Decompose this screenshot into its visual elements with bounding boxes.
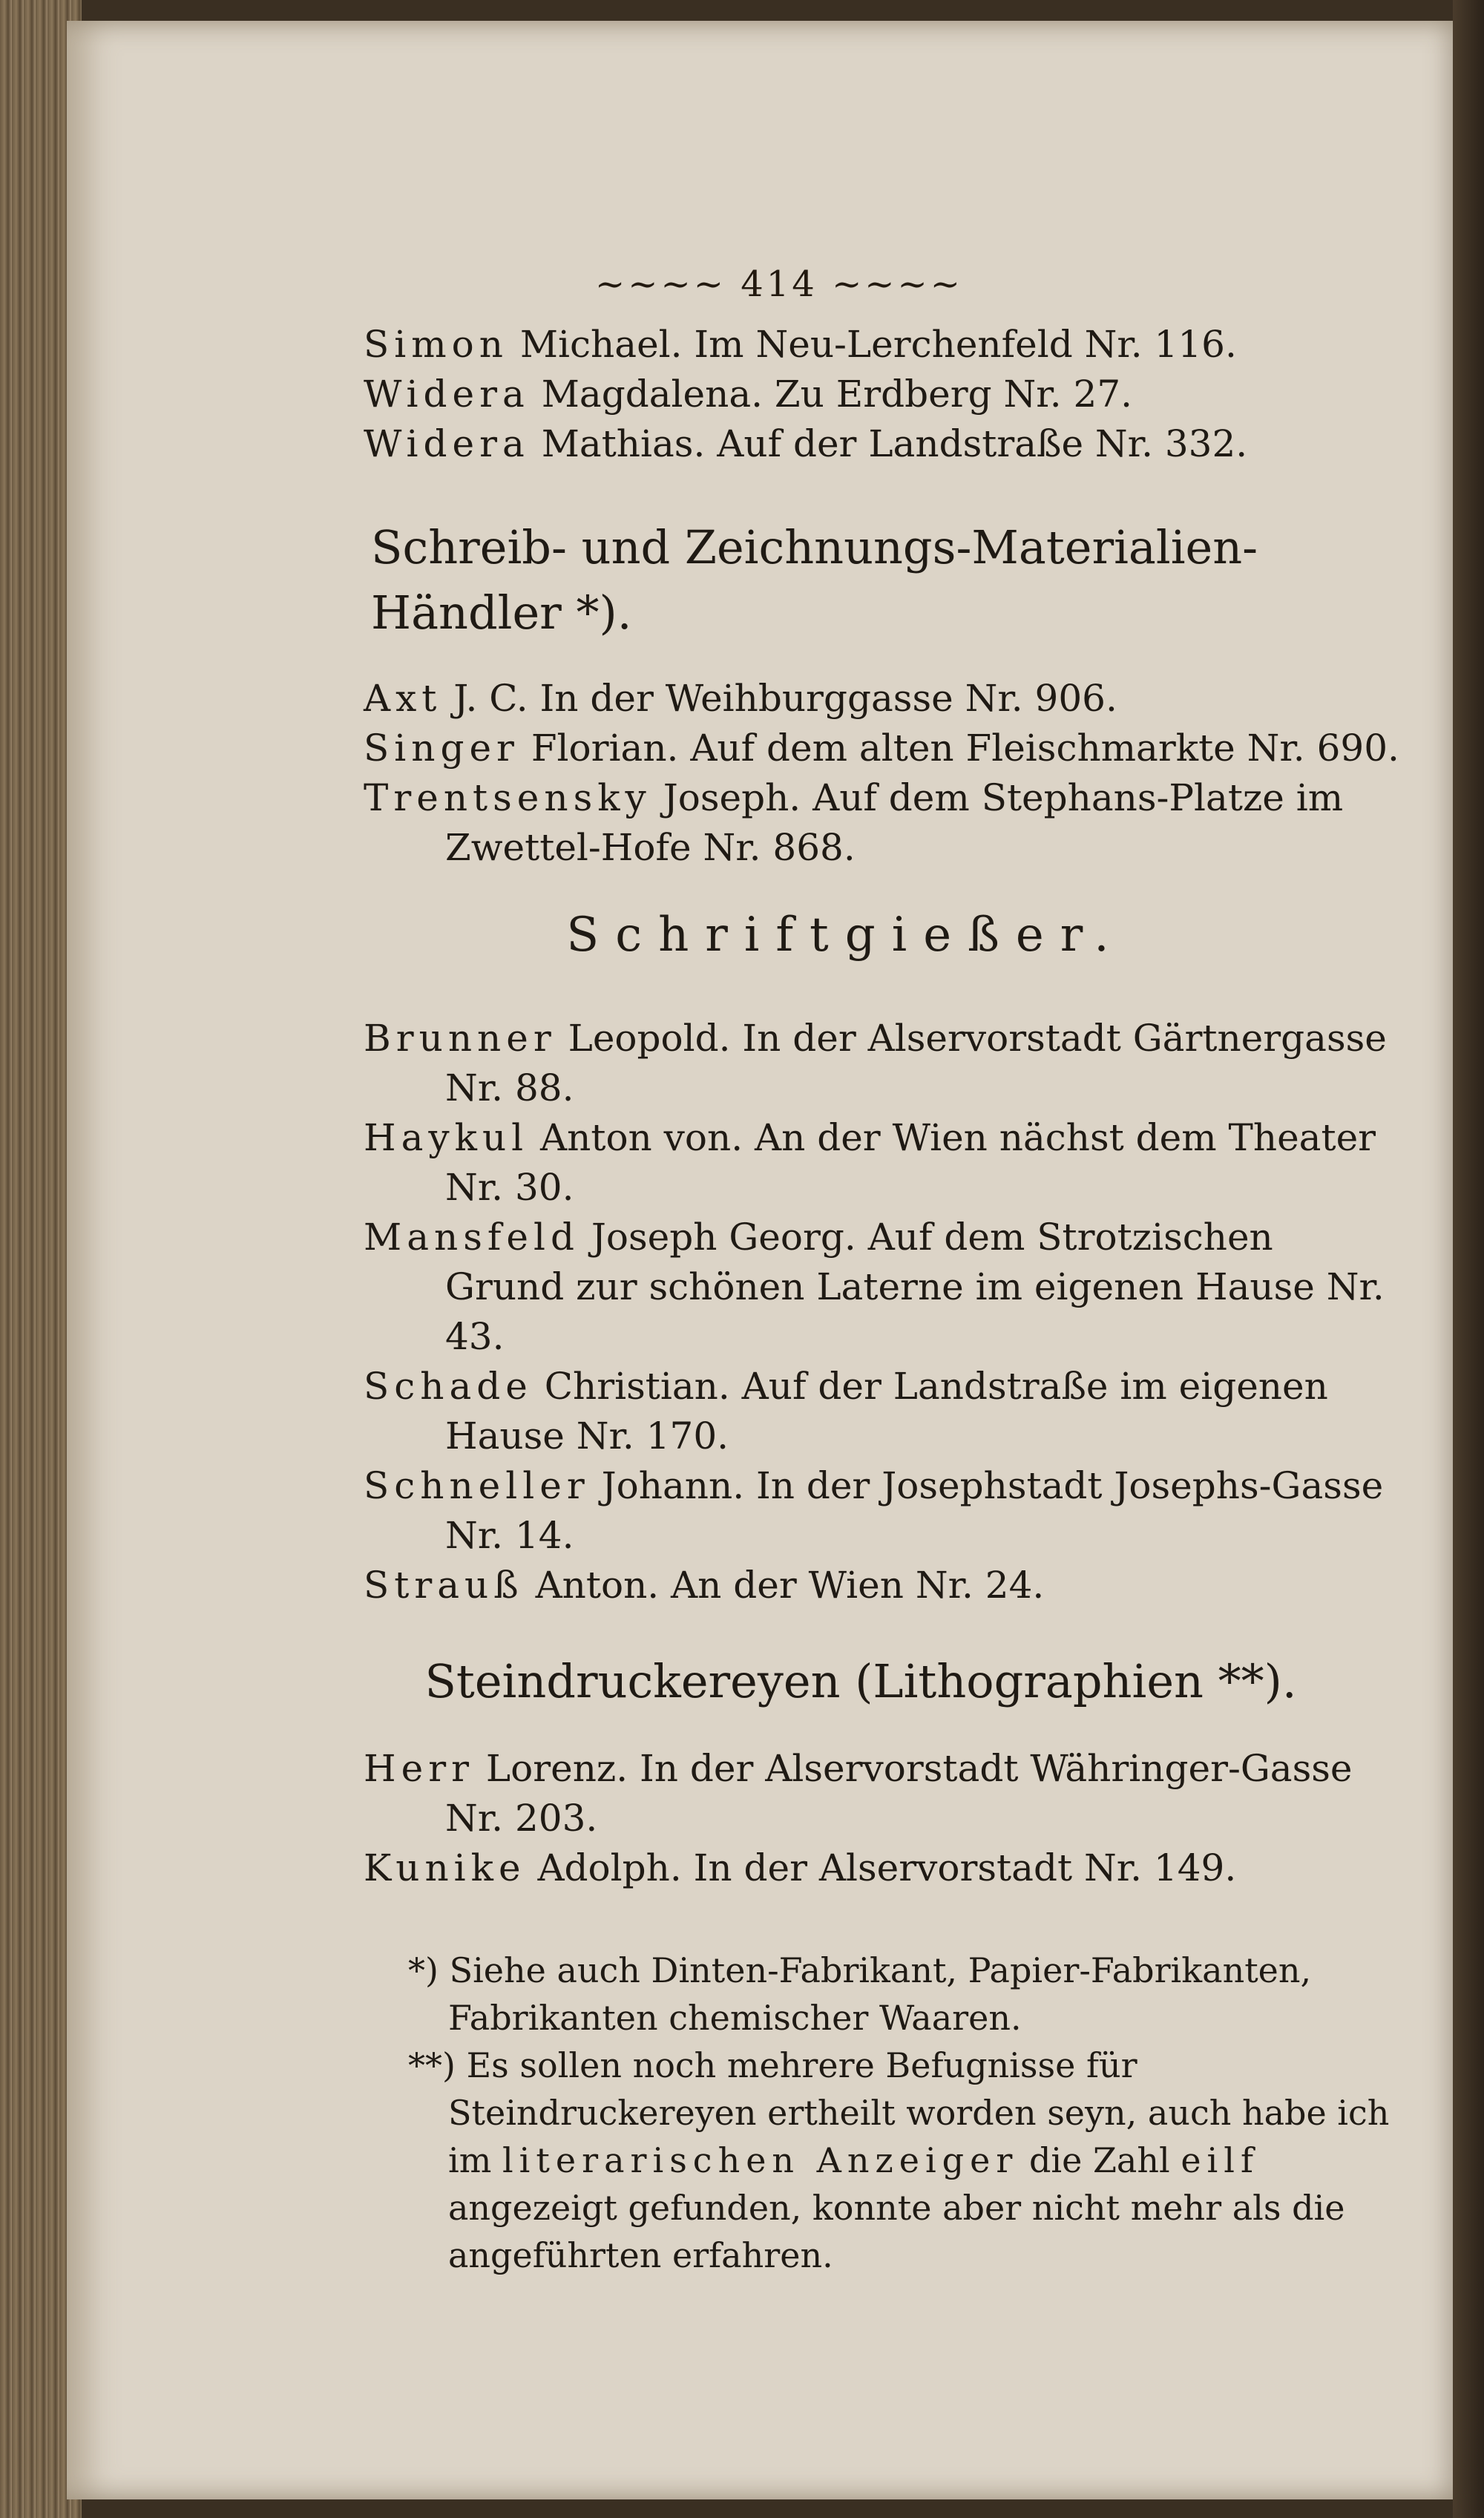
page-content: [364, 263, 1402, 2279]
entry-name: Strauß: [364, 1564, 524, 1607]
entry-text: Mathias. Auf der Landstraße Nr. 332.: [529, 422, 1248, 465]
entry-name: Singer: [364, 727, 519, 770]
footnote-2: [408, 2042, 1402, 2279]
list-item: [364, 773, 1402, 873]
entry-text: J. C. In der Weihburggasse Nr. 906.: [441, 677, 1117, 720]
entry-name: Mansfeld: [364, 1216, 580, 1259]
entry-text: Leopold. In der Alservorstadt Gärtnergasse Nr. 88.: [445, 1017, 1387, 1109]
entry-text: Joseph Georg. Auf dem Strotzischen Grund zur schönen Laterne im eigenen Hause Nr. 43.: [445, 1216, 1385, 1358]
top-entries: [364, 320, 1402, 469]
header-ornament-right: ~~~~: [832, 263, 963, 305]
section-heading-materials: Schreib- und Zeichnungs-Materialien-Händler *).: [371, 520, 1258, 640]
entry-name: Kunike: [364, 1846, 526, 1889]
list-item: [364, 1744, 1402, 1843]
entry-text: Anton. An der Wien Nr. 24.: [523, 1564, 1045, 1607]
lithography-entries: [364, 1744, 1402, 1893]
entry-text: Michael. Im Neu-Lerchenfeld Nr. 116.: [508, 323, 1237, 366]
page-header: [156, 263, 1402, 305]
entry-name: Widera: [364, 373, 530, 416]
footnote-mark: **): [408, 2045, 456, 2085]
entry-text: Adolph. In der Alservorstadt Nr. 149.: [525, 1846, 1237, 1889]
entry-text: Florian. Auf dem alten Fleischmarkte Nr. 690.: [519, 727, 1399, 770]
page-number: 414: [741, 263, 818, 305]
materials-entries: [364, 674, 1402, 873]
section-heading-lithography: Steindruckereyen (Lithographien **).: [424, 1654, 1297, 1708]
footnote-spaced-text: literarischen Anzeiger: [502, 2140, 1019, 2180]
footnote-text: Siehe auch Dinten-Fabrikant, Papier-Fabrikanten, Fabrikanten chemischer Waaren.: [448, 1950, 1312, 2038]
list-item: [364, 674, 1402, 724]
list-item: [364, 1461, 1402, 1561]
list-item: [364, 1843, 1402, 1893]
footnotes: [364, 1947, 1402, 2279]
list-item: [364, 1213, 1402, 1362]
entry-text: Christian. Auf der Landstraße im eigenen Hause Nr. 170.: [445, 1365, 1328, 1458]
entry-name: Schneller: [364, 1464, 590, 1507]
footnote-text: Es sollen noch mehrere Befugnisse für Steindruckereyen ertheilt worden seyn, auch habe ich im: [448, 2045, 1390, 2180]
footnote-text: die Zahl: [1018, 2140, 1181, 2180]
entry-name: Brunner: [364, 1017, 556, 1060]
list-item: [364, 724, 1402, 773]
header-ornament-left: ~~~~: [595, 263, 726, 305]
section-heading-typefounders: Schriftgießer.: [566, 908, 1126, 963]
footnote-text: angezeigt gefunden, konnte aber nicht mehr als die angeführten erfahren.: [448, 2188, 1345, 2275]
entry-text: Johann. In der Josephstadt Josephs-Gasse Nr. 14.: [445, 1464, 1384, 1557]
entry-text: Lorenz. In der Alservorstadt Währinger-Gasse Nr. 203.: [445, 1747, 1353, 1840]
footnote-spaced-text: eilf: [1181, 2140, 1259, 2180]
list-item: [364, 419, 1402, 469]
list-item: [364, 1014, 1402, 1113]
entry-name: Simon: [364, 323, 508, 366]
entry-text: Anton von. An der Wien nächst dem Theater Nr. 30.: [445, 1116, 1376, 1209]
entry-name: Widera: [364, 422, 530, 465]
entry-name: Axt: [364, 677, 442, 720]
entry-text: Joseph. Auf dem Stephans-Platze im Zwettel-Hofe Nr. 868.: [445, 776, 1344, 869]
entry-name: Haykul: [364, 1116, 529, 1159]
book-binding-edge: [1453, 0, 1484, 2518]
footnote-1: [408, 1947, 1402, 2042]
entry-text: Magdalena. Zu Erdberg Nr. 27.: [529, 373, 1133, 416]
entry-name: Trentsensky: [364, 776, 651, 819]
list-item: [364, 1362, 1402, 1461]
list-item: [364, 320, 1402, 370]
entry-name: Schade: [364, 1365, 533, 1408]
list-item: [364, 1113, 1402, 1213]
footnote-mark: *): [408, 1950, 439, 1990]
list-item: [364, 370, 1402, 419]
list-item: [364, 1561, 1402, 1610]
typefounders-entries: [364, 1014, 1402, 1610]
entry-name: Herr: [364, 1747, 474, 1790]
